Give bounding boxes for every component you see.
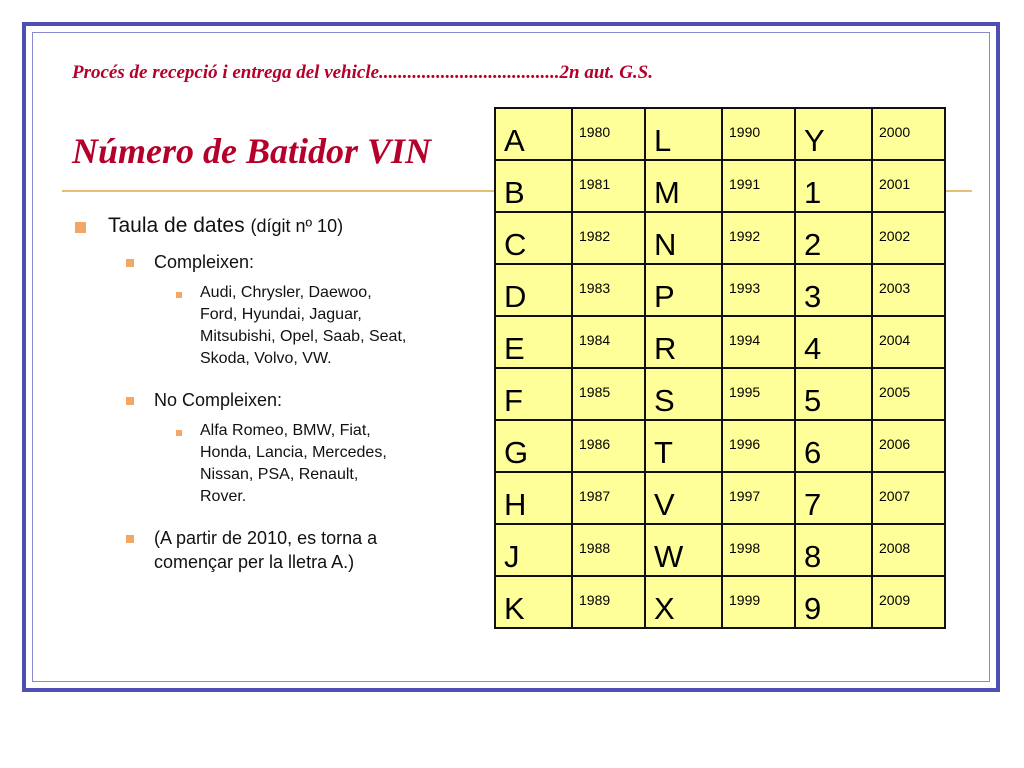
vin-code-cell: Y <box>795 108 872 160</box>
vin-year-cell: 1991 <box>722 160 795 212</box>
not-complies-label: No Compleixen: <box>154 390 283 410</box>
vin-table-row <box>495 472 945 524</box>
vin-code-cell: J <box>495 524 572 576</box>
vin-year-cell: 2002 <box>872 212 945 264</box>
vin-year-cell: 1985 <box>572 368 645 420</box>
vin-code-cell: E <box>495 316 572 368</box>
vin-year-table-body <box>495 108 945 628</box>
vin-year-cell: 1992 <box>722 212 795 264</box>
vin-code-cell: H <box>495 472 572 524</box>
vin-year-cell: 2001 <box>872 160 945 212</box>
vin-table-row <box>495 420 945 472</box>
vin-year-cell: 2009 <box>872 576 945 628</box>
complies-line: Skoda, Volvo, VW. <box>200 350 332 367</box>
bullet-square-icon <box>126 259 134 267</box>
vin-year-cell: 1995 <box>722 368 795 420</box>
vin-code-cell: C <box>495 212 572 264</box>
vin-code-cell: 4 <box>795 316 872 368</box>
vin-year-cell: 2008 <box>872 524 945 576</box>
vin-table-row <box>495 264 945 316</box>
restart-note-line: (A partir de 2010, es torna a <box>154 528 378 548</box>
vin-year-cell: 1989 <box>572 576 645 628</box>
vin-year-cell: 1998 <box>722 524 795 576</box>
vin-code-cell: S <box>645 368 722 420</box>
bullet-main <box>108 214 343 238</box>
vin-code-cell: W <box>645 524 722 576</box>
vin-year-cell: 1983 <box>572 264 645 316</box>
vin-code-cell: K <box>495 576 572 628</box>
vin-year-cell: 1986 <box>572 420 645 472</box>
vin-year-cell: 1993 <box>722 264 795 316</box>
vin-code-cell: 8 <box>795 524 872 576</box>
vin-year-cell: 2004 <box>872 316 945 368</box>
vin-code-cell: M <box>645 160 722 212</box>
vin-year-cell: 1996 <box>722 420 795 472</box>
vin-year-cell: 1987 <box>572 472 645 524</box>
vin-code-cell: D <box>495 264 572 316</box>
vin-code-cell: 1 <box>795 160 872 212</box>
vin-code-cell: 9 <box>795 576 872 628</box>
vin-table-row <box>495 108 945 160</box>
vin-table-row <box>495 212 945 264</box>
complies-label: Compleixen: <box>154 252 255 272</box>
vin-code-cell: G <box>495 420 572 472</box>
bullet-main-suffix: (dígit nº 10) <box>250 216 344 236</box>
vin-code-cell: 7 <box>795 472 872 524</box>
vin-code-cell: F <box>495 368 572 420</box>
bullet-square-icon <box>126 535 134 543</box>
not-complies-list <box>200 420 387 508</box>
vin-year-cell: 1990 <box>722 108 795 160</box>
slide-title: Número de Batidor VIN <box>72 131 432 171</box>
bullet-main-text: Taula de dates <box>108 214 245 237</box>
vin-code-cell: R <box>645 316 722 368</box>
slide-header: Procés de recepció i entrega del vehicle......................................2n aut. G.S. <box>72 62 654 83</box>
not-complies-line: Rover. <box>200 488 247 505</box>
vin-code-cell: T <box>645 420 722 472</box>
vin-year-cell: 1982 <box>572 212 645 264</box>
vin-year-cell: 1981 <box>572 160 645 212</box>
vin-year-cell: 1988 <box>572 524 645 576</box>
vin-year-table <box>494 107 946 629</box>
bullet-square-icon <box>75 222 86 233</box>
vin-code-cell: X <box>645 576 722 628</box>
vin-code-cell: N <box>645 212 722 264</box>
complies-line: Ford, Hyundai, Jaguar, <box>200 306 362 323</box>
vin-year-cell: 1999 <box>722 576 795 628</box>
vin-code-cell: 6 <box>795 420 872 472</box>
vin-table-row <box>495 316 945 368</box>
vin-code-cell: 2 <box>795 212 872 264</box>
vin-year-cell: 1980 <box>572 108 645 160</box>
vin-year-cell: 2003 <box>872 264 945 316</box>
restart-note-line: començar per la lletra A.) <box>154 552 355 572</box>
vin-year-cell: 2007 <box>872 472 945 524</box>
vin-table-row <box>495 576 945 628</box>
bullet-square-icon <box>176 292 182 298</box>
vin-table-row <box>495 160 945 212</box>
vin-year-cell: 1984 <box>572 316 645 368</box>
vin-year-cell: 2005 <box>872 368 945 420</box>
complies-list <box>200 282 406 370</box>
not-complies-line: Honda, Lancia, Mercedes, <box>200 444 387 461</box>
restart-note <box>154 526 377 574</box>
vin-year-cell: 2006 <box>872 420 945 472</box>
not-complies-line: Alfa Romeo, BMW, Fiat, <box>200 422 371 439</box>
vin-code-cell: B <box>495 160 572 212</box>
not-complies-line: Nissan, PSA, Renault, <box>200 466 359 483</box>
vin-code-cell: V <box>645 472 722 524</box>
complies-line: Mitsubishi, Opel, Saab, Seat, <box>200 328 407 345</box>
complies-line: Audi, Chrysler, Daewoo, <box>200 284 372 301</box>
bullet-square-icon <box>176 430 182 436</box>
vin-year-cell: 1994 <box>722 316 795 368</box>
vin-code-cell: P <box>645 264 722 316</box>
vin-code-cell: 5 <box>795 368 872 420</box>
bullet-square-icon <box>126 397 134 405</box>
vin-table-row <box>495 368 945 420</box>
vin-year-cell: 1997 <box>722 472 795 524</box>
vin-code-cell: 3 <box>795 264 872 316</box>
vin-table-row <box>495 524 945 576</box>
vin-code-cell: A <box>495 108 572 160</box>
vin-code-cell: L <box>645 108 722 160</box>
vin-year-cell: 2000 <box>872 108 945 160</box>
